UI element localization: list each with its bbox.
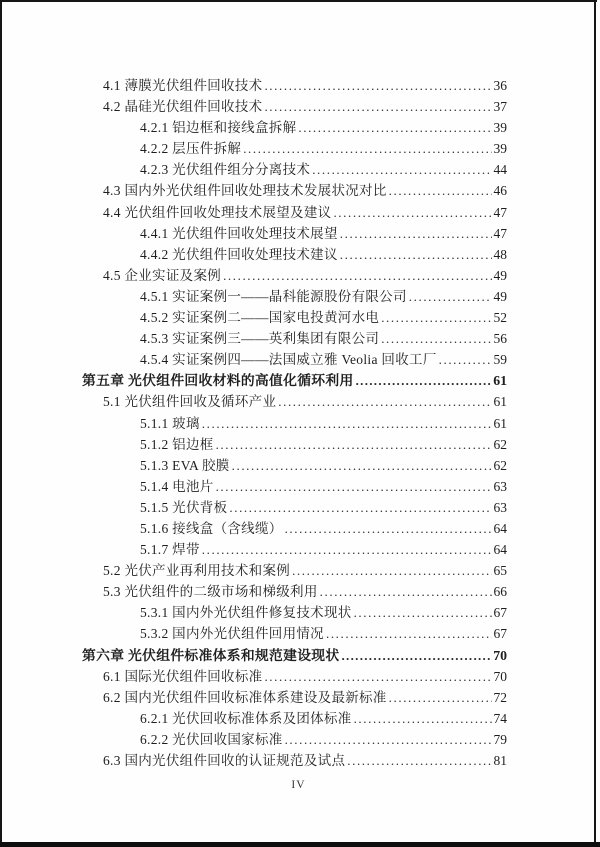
dot-leader	[285, 518, 492, 539]
toc-entry-page: 61	[493, 394, 507, 410]
toc-entry-page: 39	[493, 141, 507, 157]
toc-entry-page: 56	[493, 331, 507, 347]
toc-entry-title: 6.2.1 光伏回收标准体系及团体标准	[140, 710, 352, 726]
toc-entry	[82, 476, 507, 497]
toc-entry-page: 52	[493, 310, 507, 326]
toc-entry-page: 79	[493, 731, 507, 747]
page-border-top	[0, 0, 597, 2]
toc-entry-page: 49	[493, 288, 507, 304]
toc-entry-page: 64	[493, 520, 507, 536]
dot-leader	[356, 370, 492, 391]
page-border-left	[0, 0, 2, 847]
toc-entry-title: 4.3 国内外光伏组件回收处理技术发展状况对比	[103, 183, 387, 199]
dot-leader	[381, 307, 491, 328]
toc-entry-title: 6.2.2 光伏回收国家标准	[140, 731, 283, 747]
toc-entry	[82, 455, 507, 476]
toc-entry-page: 70	[493, 668, 507, 684]
toc-entry-title: 6.2 国内光伏组件回收标准体系建设及最新标准	[103, 689, 387, 705]
toc-entry	[82, 370, 507, 391]
toc-entry	[82, 202, 507, 223]
toc-entry	[82, 180, 507, 201]
dot-leader	[243, 138, 491, 159]
toc-entry-title: 4.2.3 光伏组件组分分离技术	[140, 162, 311, 178]
toc-entry-page: 39	[493, 120, 507, 136]
toc-entry-page: 37	[493, 99, 507, 115]
toc-entry-title: 5.1 光伏组件回收及循环产业	[103, 394, 277, 410]
dot-leader	[389, 687, 492, 708]
toc-entry-title: 5.1.6 接线盒（含线缆）	[140, 520, 283, 536]
toc-entry	[82, 413, 507, 434]
toc-entry-page: 63	[493, 478, 507, 494]
toc-entry-title: 6.3 国内光伏组件回收的认证规范及试点	[103, 753, 346, 768]
dot-leader	[354, 708, 492, 729]
toc-entry-title: 4.4.1 光伏组件回收处理技术展望	[140, 225, 338, 241]
dot-leader	[340, 244, 492, 265]
toc-entry-title: 第五章 光伏组件回收材料的高值化循环利用	[82, 373, 354, 389]
toc-entry	[82, 539, 507, 560]
toc-entry-title: 4.1 薄膜光伏组件回收技术	[103, 78, 263, 93]
toc-entry-page: 62	[493, 436, 507, 452]
toc-entry	[82, 729, 507, 750]
toc-entry-page: 63	[493, 499, 507, 515]
toc-entry	[82, 687, 507, 708]
toc-entry-title: 5.3 光伏组件的二级市场和梯级利用	[103, 584, 318, 600]
toc-entry-page: 64	[493, 542, 507, 558]
toc-entry-title: 5.1.3 EVA 胶膜	[140, 457, 230, 473]
toc-entry	[82, 138, 507, 159]
dot-leader	[439, 349, 492, 370]
toc-entry	[82, 159, 507, 180]
toc-entry	[82, 434, 507, 455]
toc-entry-title: 5.3.2 国内外光伏组件回用情况	[140, 626, 324, 642]
toc-entry-title: 4.5.3 实证案例三——英利集团有限公司	[140, 331, 380, 347]
dot-leader	[232, 455, 492, 476]
toc-entry	[82, 708, 507, 729]
toc-entry-page: 47	[493, 204, 507, 220]
toc-entry	[82, 75, 507, 96]
toc-entry-title: 4.4 光伏组件回收处理技术展望及建议	[103, 204, 332, 220]
toc-entry-page: 61	[493, 415, 507, 431]
toc-entry	[82, 117, 507, 138]
toc-entry	[82, 328, 507, 349]
dot-leader	[312, 159, 491, 180]
dot-leader	[202, 413, 492, 434]
toc-entry-page: 81	[493, 753, 507, 768]
toc-entry	[82, 244, 507, 265]
dot-leader	[333, 202, 491, 223]
toc-entry-title: 6.1 国际光伏组件回收标准	[103, 668, 263, 684]
toc-entry	[82, 391, 507, 412]
toc-entry-page: 47	[493, 225, 507, 241]
dot-leader	[278, 391, 491, 412]
toc-entry-title: 4.2.2 层压件拆解	[140, 141, 242, 157]
dot-leader	[202, 539, 492, 560]
toc-entry-page: 49	[493, 267, 507, 283]
toc-entry-page: 62	[493, 457, 507, 473]
dot-leader	[216, 434, 492, 455]
toc-entry	[82, 96, 507, 117]
dot-leader	[409, 286, 492, 307]
toc-entry-page: 74	[493, 710, 507, 726]
toc-entry-page: 65	[493, 563, 507, 579]
dot-leader	[223, 265, 491, 286]
toc-list	[82, 75, 507, 771]
page-border-right	[594, 0, 596, 847]
toc-entry-page: 36	[493, 78, 507, 93]
toc-entry	[82, 645, 507, 666]
toc-entry-title: 4.4.2 光伏组件回收处理技术建议	[140, 246, 338, 262]
dot-leader	[326, 623, 492, 644]
dot-leader	[298, 117, 491, 138]
toc-entry-title: 5.1.4 电池片	[140, 478, 214, 494]
dot-leader	[285, 729, 492, 750]
toc-entry-title: 4.2 晶硅光伏组件回收技术	[103, 99, 263, 115]
toc-entry-title: 4.2.1 铝边框和接线盒拆解	[140, 120, 297, 136]
dot-leader	[292, 560, 491, 581]
toc-entry	[82, 518, 507, 539]
toc-entry-page: 67	[493, 605, 507, 621]
dot-leader	[216, 476, 492, 497]
toc-entry	[82, 623, 507, 644]
toc-entry-page: 48	[493, 246, 507, 262]
toc-entry-page: 72	[493, 689, 507, 705]
toc-entry-title: 5.1.1 玻璃	[140, 415, 200, 431]
toc-entry-title: 5.1.2 铝边框	[140, 436, 214, 452]
dot-leader	[340, 223, 492, 244]
toc-entry-title: 4.5.2 实证案例二——国家电投黄河水电	[140, 310, 380, 326]
dot-leader	[381, 328, 491, 349]
dot-leader	[229, 497, 491, 518]
toc-entry-page: 70	[493, 647, 507, 663]
dot-leader	[320, 581, 492, 602]
toc-entry	[82, 286, 507, 307]
toc-entry-title: 5.3.1 国内外光伏组件修复技术现状	[140, 605, 352, 621]
dot-leader	[264, 75, 491, 96]
toc-entry-page: 67	[493, 626, 507, 642]
toc-entry	[82, 265, 507, 286]
toc-entry	[82, 602, 507, 623]
toc-entry-page: 46	[493, 183, 507, 199]
toc-entry	[82, 497, 507, 518]
toc-entry-page: 44	[493, 162, 507, 178]
toc-entry-title: 4.5 企业实证及案例	[103, 267, 222, 283]
toc-entry	[82, 666, 507, 687]
dot-leader	[347, 750, 491, 771]
toc-entry-page: 66	[493, 584, 507, 600]
footer-page-number: IV	[291, 779, 306, 791]
toc-entry	[82, 223, 507, 244]
toc-entry-title: 4.5.4 实证案例四——法国威立雅 Veolia 回收工厂	[140, 352, 437, 368]
toc-entry	[82, 750, 507, 771]
toc-entry	[82, 307, 507, 328]
toc-entry-title: 5.1.7 焊带	[140, 542, 200, 558]
toc-entry	[82, 560, 507, 581]
toc-entry-page: 61	[493, 373, 507, 389]
toc-entry-page: 59	[493, 352, 507, 368]
toc-entry-title: 第六章 光伏组件标准体系和规范建设现状	[82, 647, 340, 663]
toc-entry	[82, 349, 507, 370]
dot-leader	[354, 602, 492, 623]
dot-leader	[264, 96, 491, 117]
toc-entry-title: 5.1.5 光伏背板	[140, 499, 228, 515]
dot-leader	[264, 666, 491, 687]
dot-leader	[342, 645, 492, 666]
page-border-bottom	[0, 842, 600, 847]
toc-entry-title: 4.5.1 实证案例一——晶科能源股份有限公司	[140, 288, 407, 304]
toc-entry	[82, 581, 507, 602]
dot-leader	[389, 180, 492, 201]
toc-entry-title: 5.2 光伏产业再利用技术和案例	[103, 563, 291, 579]
